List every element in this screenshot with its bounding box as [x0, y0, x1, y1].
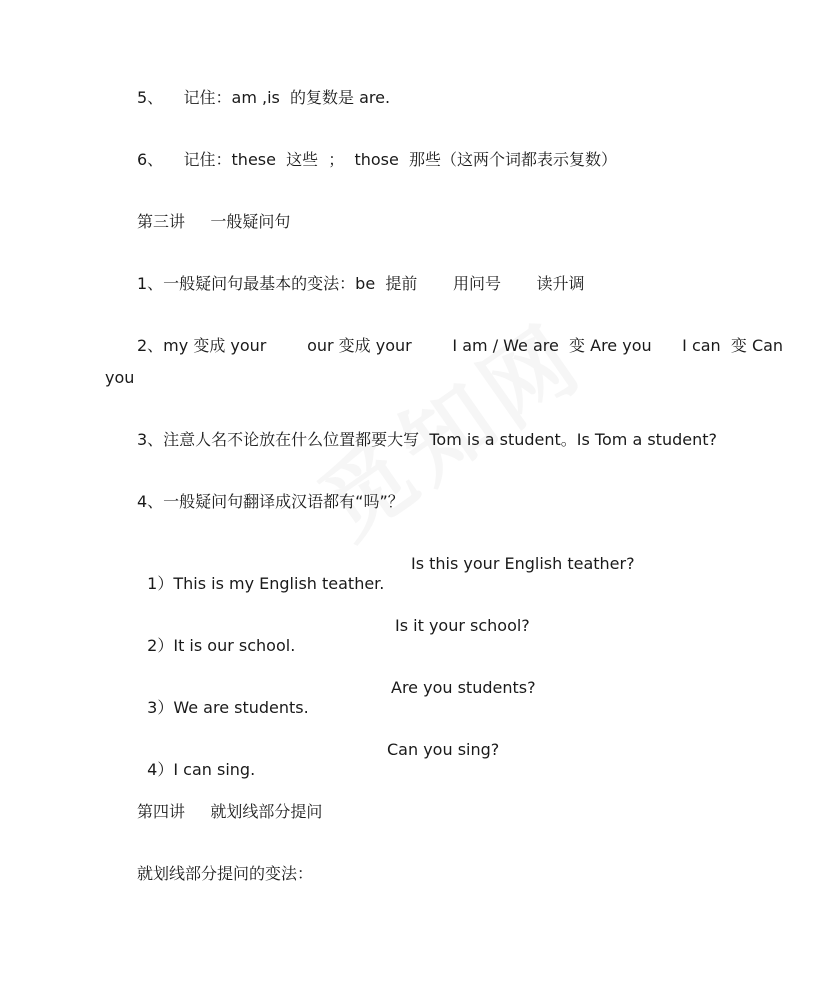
- example-4-question: Can you sing?: [387, 740, 500, 759]
- lesson-3-heading: 第三讲 一般疑问句: [137, 212, 291, 231]
- example-row-1: [137, 554, 635, 614]
- example-row-3: [137, 678, 536, 738]
- example-row-2: [137, 616, 530, 676]
- rule-4-text: 4、一般疑问句翻译成汉语都有“吗”？: [137, 492, 404, 511]
- watermark: [289, 287, 604, 562]
- example-2-statement: 2）It is our school.: [147, 636, 296, 655]
- rule-2-text-continued: you: [105, 368, 135, 387]
- rule-2-text: 2、my 变成 your our 变成 your I am / We are 变 Are you I can 变 Can: [137, 336, 784, 355]
- example-2-question: Is it your school?: [395, 616, 530, 635]
- example-row-4: [137, 740, 500, 800]
- point-5-text: 5、 记住：am ,is 的复数是 are.: [137, 88, 391, 107]
- example-4-statement: 4）I can sing.: [147, 760, 256, 779]
- point-6-text: 6、 记住：these 这些 ； those 那些（这两个词都表示复数）: [137, 150, 618, 169]
- rule-1-text: 1、一般疑问句最基本的变法：be 提前 用问号 读升调: [137, 274, 585, 293]
- lesson-4-heading: 第四讲 就划线部分提问: [137, 802, 323, 821]
- example-1-statement: 1）This is my English teather.: [147, 574, 385, 593]
- example-3-question: Are you students?: [391, 678, 536, 697]
- rule-3-text: 3、注意人名不论放在什么位置都要大写 Tom is a student。Is Tom a student?: [137, 430, 717, 449]
- lesson-4-intro: 就划线部分提问的变法：: [137, 864, 314, 883]
- example-1-question: Is this your English teather?: [411, 554, 635, 573]
- example-3-statement: 3）We are students.: [147, 698, 309, 717]
